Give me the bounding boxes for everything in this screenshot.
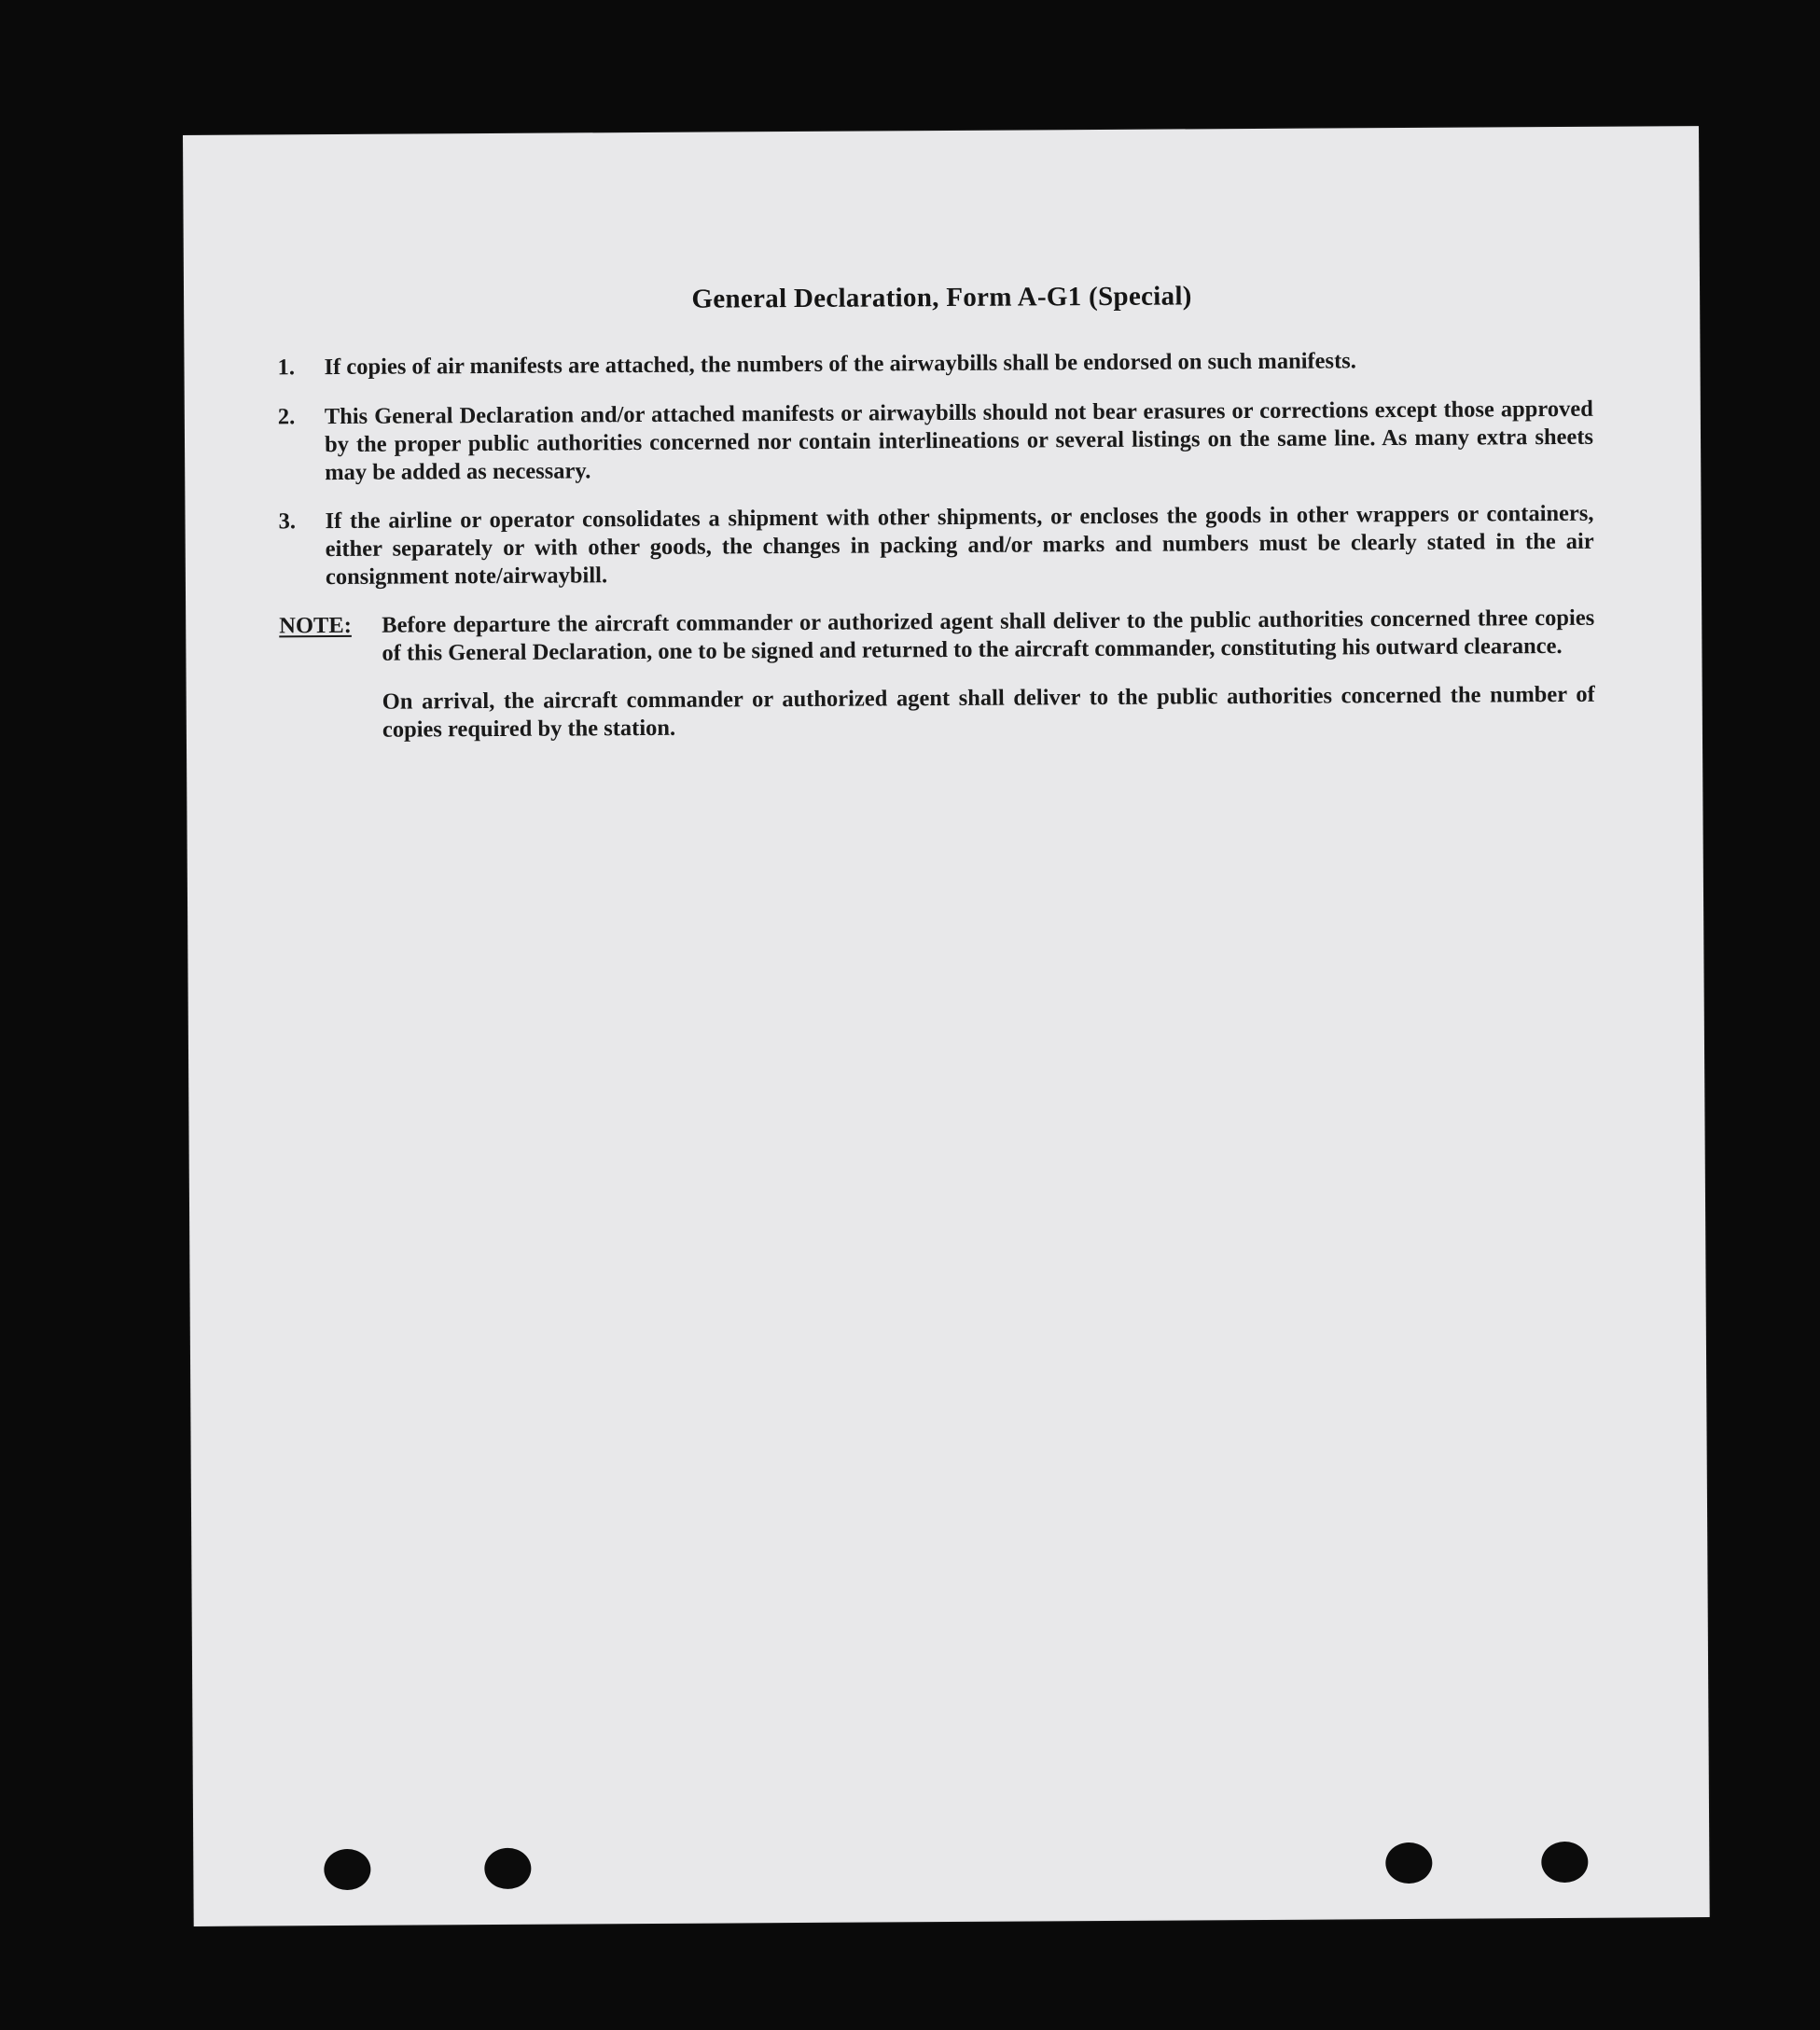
document-sheet xyxy=(183,126,1710,1926)
item-text: If the airline or operator consolidates a shipment with other shipments, or encloses the goods in other wrappers or containers, either separately or with other goods, the changes in packing and/or marks and numbers must be clearly stated in the air consignment note/airwaybill. xyxy=(325,500,1594,591)
punch-hole xyxy=(324,1849,370,1890)
note-paragraph: Before departure the aircraft commander or authorized agent shall deliver to the public authorities concerned three copies of this General Declaration, one to be signed and returned to the aircraft commander, constituting his outward clearance. xyxy=(382,605,1595,666)
punch-hole xyxy=(484,1848,531,1889)
note-paragraph: On arrival, the aircraft commander or authorized agent shall deliver to the public authorities concerned the number of copies required by the station. xyxy=(382,681,1595,743)
document-title: General Declaration, Form A-G1 (Special) xyxy=(691,281,1192,314)
punch-hole xyxy=(1385,1842,1432,1884)
item-text: This General Declaration and/or attached manifests or airwaybills should not bear erasures or corrections except those approved by the proper public authorities concerned nor contain interlineations or several listings on the same line. As many extra sheets may be added as necessary. xyxy=(324,396,1594,486)
item-number: 2. xyxy=(277,404,296,430)
list-item xyxy=(277,346,1592,382)
note-section xyxy=(279,605,1595,745)
item-number: 1. xyxy=(277,355,295,381)
list-item xyxy=(278,396,1594,488)
list-item xyxy=(278,500,1594,592)
punch-hole xyxy=(1541,1842,1588,1883)
note-label: NOTE: xyxy=(279,612,352,639)
item-number: 3. xyxy=(278,508,296,535)
item-text: If copies of air manifests are attached, the numbers of the airwaybills shall be endorsed on such manifests. xyxy=(324,348,1356,381)
